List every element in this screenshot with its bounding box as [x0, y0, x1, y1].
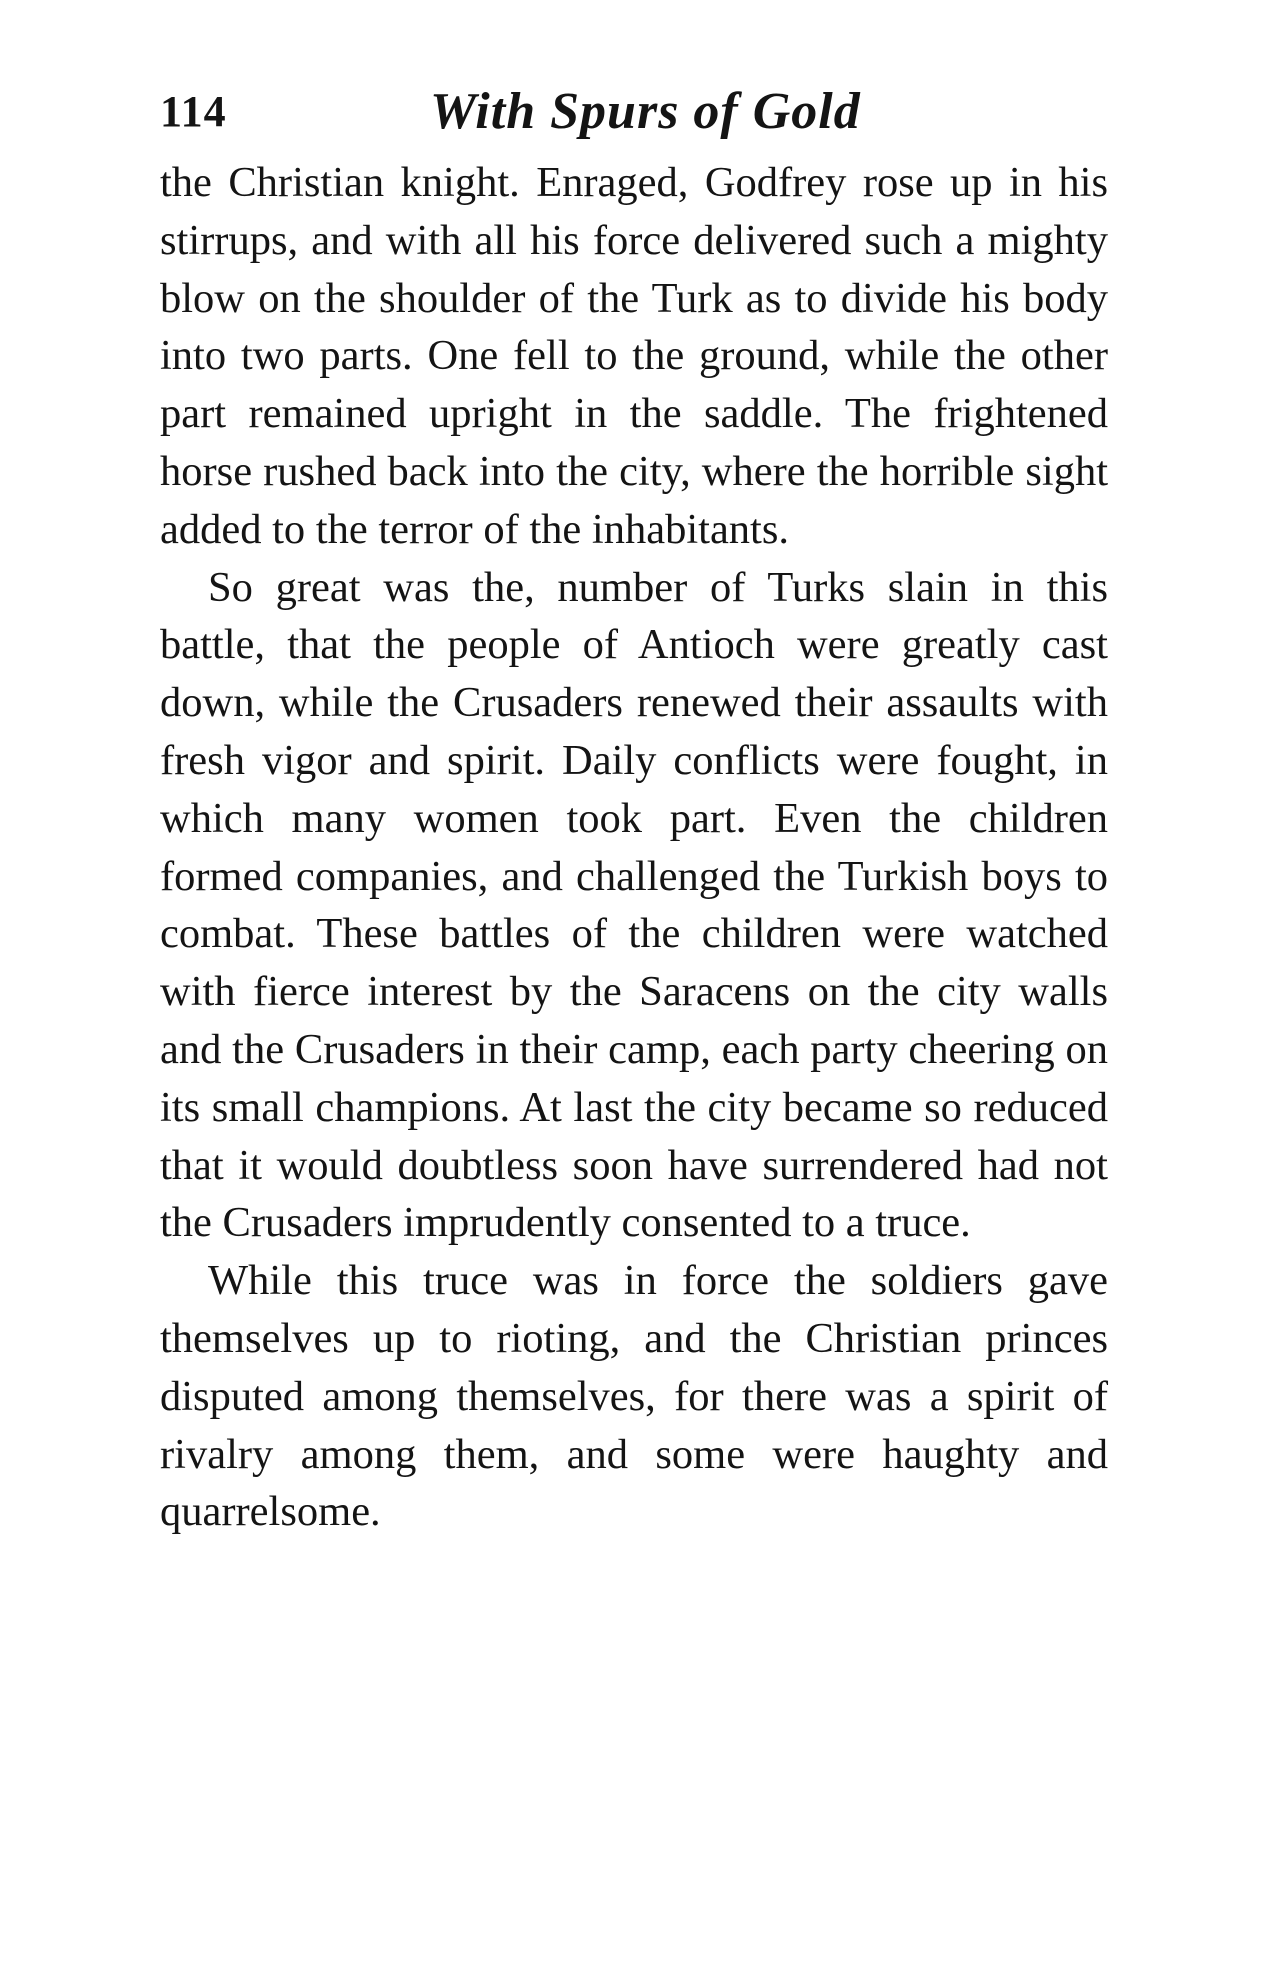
running-head [160, 83, 1120, 146]
page-number: 114 [160, 87, 227, 136]
paragraph-continuation: the Christian knight. Enraged, Godfrey rose up in his stirrups, and with all his force delivered such a mighty blow on the shoulder of the Turk as to divide his body into two parts. One fell to the ground, while the other part remained upright in the saddle. The frightened horse rushed back into the city, where the horrible sight added to the terror of the inhabitants. [160, 159, 1108, 553]
body-text [160, 154, 1108, 1541]
paragraph-battle: So great was the, number of Turks slain in this battle, that the people of Antioch were greatly cast down, while the Crusaders renewed their assaults with fresh vigor and spirit. Daily conflicts were fought, in which many women took part. Even the children formed companies, and challenged the Turkish boys to combat. These battles of the children were watched with fierce interest by the Saracens on the city walls and the Crusaders in their camp, each party cheering on its small champions. At last the city became so reduced that it would doubtless soon have surrendered had not the Crusaders imprudently consented to a truce. [160, 563, 1108, 1247]
paragraph-truce: While this truce was in force the soldiers gave themselves up to rioting, and the Christian princes disputed among themselves, for there was a spirit of rivalry among them, and some were haughty and quarrelsome. [160, 1257, 1108, 1536]
book-title: With Spurs of Gold [430, 83, 861, 140]
